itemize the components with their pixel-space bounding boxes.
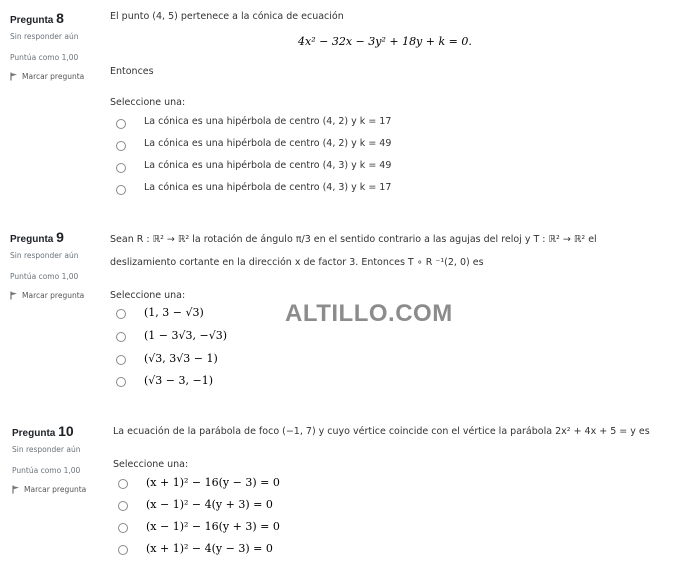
- radio-button[interactable]: [118, 545, 128, 555]
- watermark: ALTILLO.COM: [285, 300, 453, 327]
- answer-option[interactable]: [116, 352, 218, 365]
- answer-option-label: (x − 1)² − 16(y + 3) = 0: [146, 520, 280, 533]
- question-prompt: El punto (4, 5) pertenece a la cónica de ecuación: [110, 11, 344, 22]
- question-points: Puntúa como 1,00: [12, 466, 81, 475]
- question-text: [113, 426, 650, 437]
- answer-option[interactable]: [116, 182, 392, 195]
- question-points: Puntúa como 1,00: [10, 272, 79, 281]
- radio-button[interactable]: [116, 163, 126, 173]
- answer-option-label: (x + 1)² − 16(y − 3) = 0: [146, 476, 280, 489]
- question-prompt-text: Sean R : ℝ² → ℝ² la rotación de ángulo π/3 en el sentido contrario a las agujas del reloj y T : ℝ² → ℝ² el: [110, 234, 597, 245]
- question-prompt: La ecuación de la parábola de foco (−1, 7) y cuyo vértice coincide con el vértice la parábola 2x² + 4x + 5 = y es: [113, 426, 650, 437]
- radio-button[interactable]: [118, 523, 128, 533]
- flag-icon: [12, 485, 20, 494]
- flag-question-button[interactable]: [12, 485, 102, 494]
- answer-option-label: La cónica es una hipérbola de centro (4, 2) y k = 49: [144, 138, 392, 149]
- radio-button[interactable]: [116, 309, 126, 319]
- question-number-prefix: Pregunta: [10, 15, 54, 26]
- radio-button[interactable]: [116, 355, 126, 365]
- question-number: [10, 229, 100, 245]
- question-info: [12, 423, 102, 494]
- flag-question-button[interactable]: [10, 72, 100, 81]
- question-status: Sin responder aún: [10, 32, 79, 41]
- answer-option-label: (x − 1)² − 4(y + 3) = 0: [146, 498, 273, 511]
- answer-option-label: (√3, 3√3 − 1): [144, 352, 218, 365]
- question-info: [10, 10, 100, 81]
- answer-option-label: La cónica es una hipérbola de centro (4, 3) y k = 17: [144, 182, 392, 193]
- flag-question-label: Marcar pregunta: [22, 72, 85, 81]
- answer-option[interactable]: [116, 306, 204, 319]
- question-status: Sin responder aún: [12, 445, 81, 454]
- select-label: Seleccione una:: [110, 97, 186, 108]
- answer-option-label: (1 − 3√3, −√3): [144, 329, 228, 342]
- flag-question-button[interactable]: [10, 291, 100, 300]
- answer-option[interactable]: [118, 498, 273, 511]
- radio-button[interactable]: [116, 377, 126, 387]
- answer-option[interactable]: [118, 542, 273, 555]
- question-info: [10, 229, 100, 300]
- radio-button[interactable]: [116, 141, 126, 151]
- question-number: [10, 10, 100, 26]
- radio-button[interactable]: [118, 479, 128, 489]
- question-number-prefix: Pregunta: [10, 234, 54, 245]
- question-followup: Entonces: [110, 66, 154, 77]
- question-prompt-line-1: [110, 234, 597, 245]
- question-number-value: 8: [56, 10, 64, 26]
- flag-icon: [10, 72, 18, 81]
- question-number-prefix: Pregunta: [12, 428, 56, 439]
- answer-option[interactable]: [116, 374, 214, 387]
- flag-icon: [10, 291, 18, 300]
- flag-question-label: Marcar pregunta: [24, 485, 87, 494]
- question-points: Puntúa como 1,00: [10, 53, 79, 62]
- answer-option-label: (1, 3 − √3): [144, 306, 204, 319]
- radio-button[interactable]: [116, 332, 126, 342]
- answer-option-label: La cónica es una hipérbola de centro (4, 3) y k = 49: [144, 160, 392, 171]
- answer-option[interactable]: [118, 520, 280, 533]
- question-equation: [298, 35, 472, 48]
- answer-option[interactable]: [116, 138, 392, 151]
- question-number-value: 9: [56, 229, 64, 245]
- answer-option-label: La cónica es una hipérbola de centro (4, 2) y k = 17: [144, 116, 392, 127]
- radio-button[interactable]: [116, 185, 126, 195]
- flag-question-label: Marcar pregunta: [22, 291, 85, 300]
- radio-button[interactable]: [116, 119, 126, 129]
- answer-option[interactable]: [118, 476, 280, 489]
- answer-option[interactable]: [116, 116, 392, 129]
- answer-option[interactable]: [116, 160, 392, 173]
- answer-option[interactable]: [116, 329, 228, 342]
- radio-button[interactable]: [118, 501, 128, 511]
- question-status: Sin responder aún: [10, 251, 79, 260]
- question-prompt-text: deslizamiento cortante en la dirección x de factor 3. Entonces T ∘ R ⁻¹(2, 0) es: [110, 257, 484, 268]
- question-text: [110, 11, 344, 22]
- question-number-value: 10: [58, 423, 74, 439]
- question-number: [12, 423, 102, 439]
- select-label: Seleccione una:: [113, 459, 189, 470]
- select-label: Seleccione una:: [110, 290, 186, 301]
- equation-text: 4x² − 32x − 3y² + 18y + k = 0.: [298, 35, 472, 48]
- answer-option-label: (√3 − 3, −1): [144, 374, 214, 387]
- question-prompt-line-2: [110, 257, 484, 268]
- answer-option-label: (x + 1)² − 4(y − 3) = 0: [146, 542, 273, 555]
